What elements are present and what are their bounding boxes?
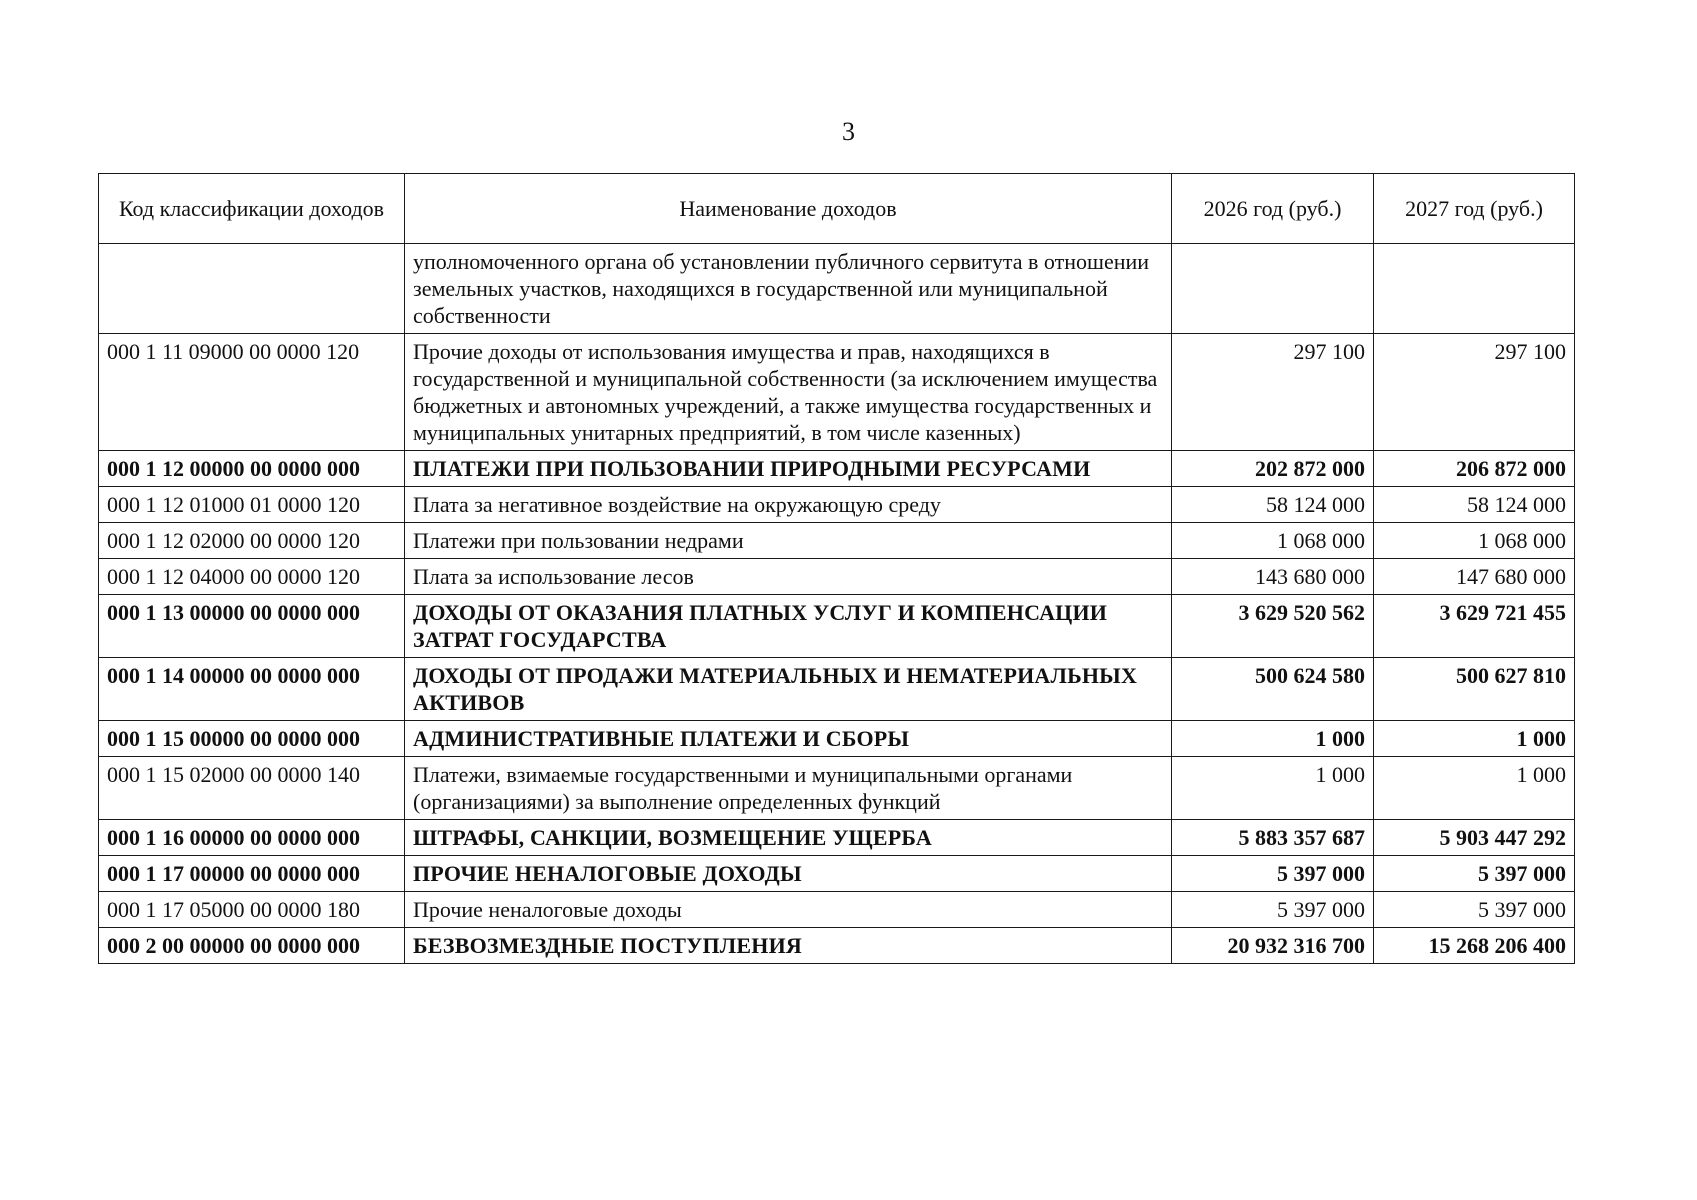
amount-2026: 500 624 580 (1172, 658, 1374, 721)
income-code: 000 1 17 00000 00 0000 000 (99, 856, 405, 892)
table-row (99, 244, 1575, 334)
amount-2027: 58 124 000 (1374, 487, 1575, 523)
amount-2026: 20 932 316 700 (1172, 928, 1374, 964)
income-code: 000 1 15 02000 00 0000 140 (99, 757, 405, 820)
income-name: Плата за негативное воздействие на окружающую среду (405, 487, 1172, 523)
table-row (99, 892, 1575, 928)
income-name: Прочие доходы от использования имущества и прав, находящихся в государственной и муниципальной собственности (за исключением имущества бюджетных и автономных учреждений, а также имущества государственных и муниципальных унитарных предприятий, в том числе казенных) (405, 334, 1172, 451)
amount-2027: 15 268 206 400 (1374, 928, 1575, 964)
table-row (99, 595, 1575, 658)
amount-2027: 206 872 000 (1374, 451, 1575, 487)
amount-2027: 5 903 447 292 (1374, 820, 1575, 856)
income-code: 000 1 11 09000 00 0000 120 (99, 334, 405, 451)
income-code: 000 1 16 00000 00 0000 000 (99, 820, 405, 856)
income-code: 000 1 15 00000 00 0000 000 (99, 721, 405, 757)
amount-2027: 297 100 (1374, 334, 1575, 451)
amount-2026: 5 883 357 687 (1172, 820, 1374, 856)
amount-2027 (1374, 244, 1575, 334)
income-name: ДОХОДЫ ОТ ОКАЗАНИЯ ПЛАТНЫХ УСЛУГ И КОМПЕНСАЦИИ ЗАТРАТ ГОСУДАРСТВА (405, 595, 1172, 658)
income-code: 000 1 12 04000 00 0000 120 (99, 559, 405, 595)
amount-2026: 5 397 000 (1172, 892, 1374, 928)
amount-2026: 1 000 (1172, 757, 1374, 820)
table-row (99, 928, 1575, 964)
income-name: Платежи, взимаемые государственными и муниципальными органами (организациями) за выполнение определенных функций (405, 757, 1172, 820)
amount-2027: 5 397 000 (1374, 892, 1575, 928)
table-row (99, 451, 1575, 487)
income-name: АДМИНИСТРАТИВНЫЕ ПЛАТЕЖИ И СБОРЫ (405, 721, 1172, 757)
table-row (99, 487, 1575, 523)
income-code: 000 1 14 00000 00 0000 000 (99, 658, 405, 721)
income-code: 000 2 00 00000 00 0000 000 (99, 928, 405, 964)
income-code: 000 1 17 05000 00 0000 180 (99, 892, 405, 928)
amount-2027: 147 680 000 (1374, 559, 1575, 595)
amount-2027: 3 629 721 455 (1374, 595, 1575, 658)
amount-2026: 5 397 000 (1172, 856, 1374, 892)
header-year-2027: 2027 год (руб.) (1374, 174, 1575, 244)
amount-2027: 5 397 000 (1374, 856, 1575, 892)
amount-2026: 58 124 000 (1172, 487, 1374, 523)
table-row (99, 334, 1575, 451)
income-code: 000 1 12 01000 01 0000 120 (99, 487, 405, 523)
table-row (99, 721, 1575, 757)
income-name: БЕЗВОЗМЕЗДНЫЕ ПОСТУПЛЕНИЯ (405, 928, 1172, 964)
table-row (99, 856, 1575, 892)
amount-2026: 3 629 520 562 (1172, 595, 1374, 658)
amount-2026 (1172, 244, 1374, 334)
page-number: 3 (842, 117, 855, 146)
header-name: Наименование доходов (405, 174, 1172, 244)
table-row (99, 820, 1575, 856)
amount-2026: 202 872 000 (1172, 451, 1374, 487)
income-code (99, 244, 405, 334)
amount-2027: 500 627 810 (1374, 658, 1575, 721)
amount-2026: 1 068 000 (1172, 523, 1374, 559)
income-table (98, 173, 1575, 964)
income-code: 000 1 13 00000 00 0000 000 (99, 595, 405, 658)
income-name: Прочие неналоговые доходы (405, 892, 1172, 928)
table-row (99, 559, 1575, 595)
header-code: Код классификации доходов (99, 174, 405, 244)
income-name: ДОХОДЫ ОТ ПРОДАЖИ МАТЕРИАЛЬНЫХ И НЕМАТЕРИАЛЬНЫХ АКТИВОВ (405, 658, 1172, 721)
income-name: ШТРАФЫ, САНКЦИИ, ВОЗМЕЩЕНИЕ УЩЕРБА (405, 820, 1172, 856)
table-row (99, 757, 1575, 820)
income-code: 000 1 12 02000 00 0000 120 (99, 523, 405, 559)
amount-2026: 1 000 (1172, 721, 1374, 757)
amount-2027: 1 068 000 (1374, 523, 1575, 559)
income-name: Плата за использование лесов (405, 559, 1172, 595)
amount-2026: 297 100 (1172, 334, 1374, 451)
income-name: ПЛАТЕЖИ ПРИ ПОЛЬЗОВАНИИ ПРИРОДНЫМИ РЕСУРСАМИ (405, 451, 1172, 487)
income-code: 000 1 12 00000 00 0000 000 (99, 451, 405, 487)
amount-2027: 1 000 (1374, 757, 1575, 820)
table-header-row (99, 174, 1575, 244)
amount-2026: 143 680 000 (1172, 559, 1374, 595)
amount-2027: 1 000 (1374, 721, 1575, 757)
table-row (99, 658, 1575, 721)
table-row (99, 523, 1575, 559)
income-name: Платежи при пользовании недрами (405, 523, 1172, 559)
header-year-2026: 2026 год (руб.) (1172, 174, 1374, 244)
income-name: уполномоченного органа об установлении публичного сервитута в отношении земельных участков, находящихся в государственной или муниципальной собственности (405, 244, 1172, 334)
income-name: ПРОЧИЕ НЕНАЛОГОВЫЕ ДОХОДЫ (405, 856, 1172, 892)
